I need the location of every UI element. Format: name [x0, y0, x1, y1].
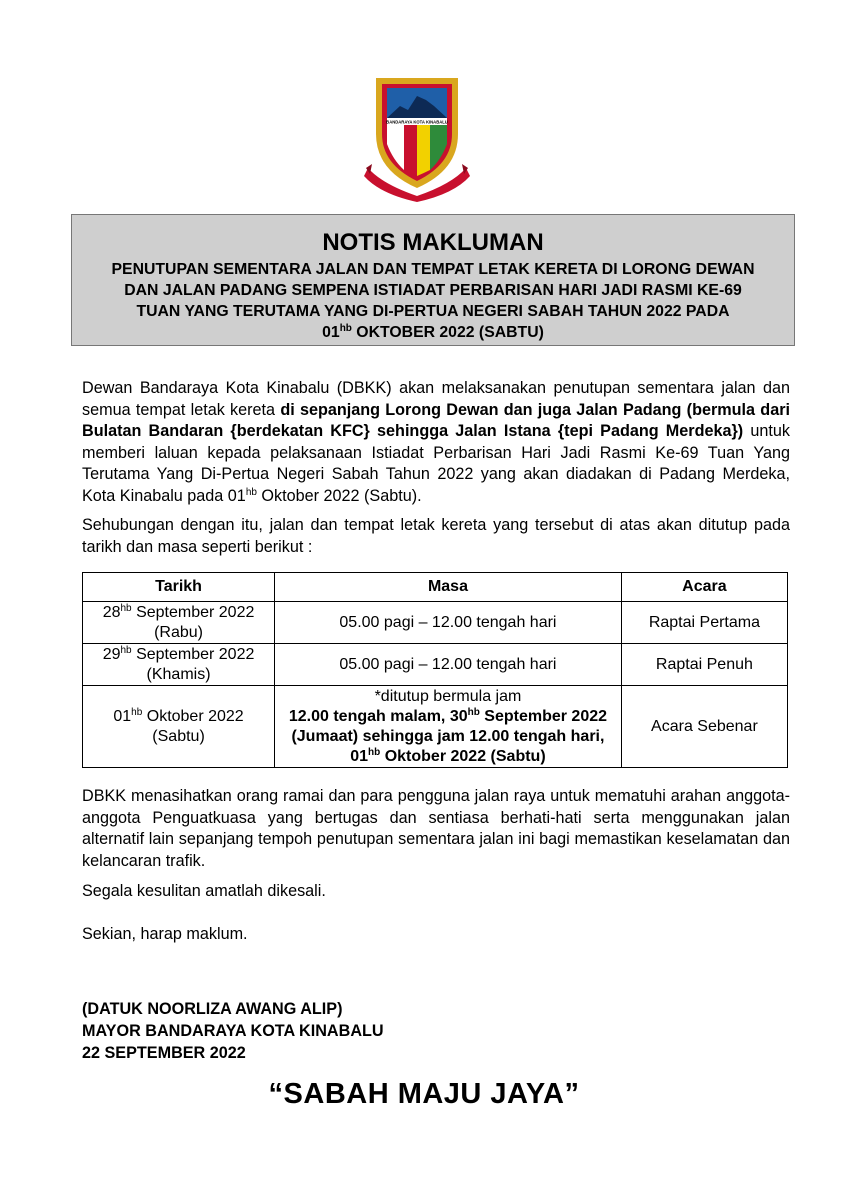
notice-subtitle	[72, 259, 794, 343]
row3-date: $01^{hb}$ Oktober 2022 (Sabtu)	[83, 686, 275, 768]
schedule-intro-paragraph: Sehubungan dengan itu, jalan dan tempat letak kereta yang tersebut di atas akan ditutup pada tarikh dan masa seperti berikut :	[82, 516, 790, 556]
row2-date: $29^{hb}$ September 2022 (Khamis)	[83, 644, 275, 686]
notice-subtitle-line2: DAN JALAN PADANG SEMPENA ISTIADAT PERBARISAN HARI JADI RASMI KE-69	[124, 282, 742, 299]
table-header-row	[83, 573, 788, 602]
closure-schedule-table	[82, 572, 788, 768]
table-row	[83, 644, 788, 686]
row1-date: $28^{hb}$ September 2022 (Rabu)	[83, 602, 275, 644]
crest-icon	[362, 72, 472, 202]
row1-time: 05.00 pagi – 12.00 tengah hari	[275, 602, 622, 644]
notice-subtitle-line1: PENUTUPAN SEMENTARA JALAN DAN TEMPAT LETAK KERETA DI LORONG DEWAN	[111, 261, 755, 278]
signature-date: 22 SEPTEMBER 2022	[82, 1044, 246, 1062]
notice-subtitle-line4: $01^{hb}$ OKTOBER 2022 (SABTU)	[322, 323, 544, 341]
signatory-name: (DATUK NOORLIZA AWANG ALIP)	[82, 1000, 343, 1018]
notice-title: NOTIS MAKLUMAN	[322, 229, 544, 256]
closing-paragraph: Sekian, harap maklum.	[82, 925, 248, 943]
motto: “SABAH MAJU JAYA”	[268, 1078, 580, 1110]
row2-time: 05.00 pagi – 12.00 tengah hari	[275, 644, 622, 686]
city-crest-logo	[362, 72, 472, 202]
header-acara: Acara	[621, 573, 787, 602]
row3-event: Acara Sebenar	[621, 686, 787, 768]
table-row	[83, 686, 788, 768]
row2-event: Raptai Penuh	[621, 644, 787, 686]
table-row	[83, 602, 788, 644]
header-tarikh: Tarikh	[83, 573, 275, 602]
row3-time: *ditutup bermula jam 12.00 tengah malam, $30^{hb}$ September 2022 (Jumaat) sehingga jam 12.00 tengah hari, $01^{hb}$ Oktober 2022 (Sabtu)	[275, 686, 622, 768]
signature-block	[82, 998, 384, 1064]
notice-header-box	[71, 214, 795, 346]
header-masa: Masa	[275, 573, 622, 602]
row1-event: Raptai Pertama	[621, 602, 787, 644]
crest-text: BANDARAYA KOTA KINABALU	[386, 119, 448, 125]
apology-paragraph: Segala kesulitan amatlah dikesali.	[82, 882, 326, 900]
notice-subtitle-line3: TUAN YANG TERUTAMA YANG DI-PERTUA NEGERI SABAH TAHUN 2022 PADA	[136, 303, 730, 320]
intro-paragraph: Dewan Bandaraya Kota Kinabalu (DBKK) akan melaksanakan penutupan sementara jalan dan semua tempat letak kereta di sepanjang Lorong Dewan dan juga Jalan Padang (bermula dari Bulatan Bandaran {berdekatan KFC} sehingga Jalan Istana {tepi Padang Merdeka}) untuk memberi laluan kepada pelaksanaan Istiadat Perbarisan Hari Jadi Rasmi Ke-69 Tuan Yang Terutama Yang Di-Pertua Negeri Sabah Tahun 2022 yang akan diadakan di Padang Merdeka, Kota Kinabalu pada $01^{hb}$ Oktober 2022 (Sabtu).	[82, 379, 790, 505]
signatory-title: MAYOR BANDARAYA KOTA KINABALU	[82, 1022, 384, 1040]
advice-paragraph: DBKK menasihatkan orang ramai dan para pengguna jalan raya untuk mematuhi arahan anggota-anggota Penguatkuasa yang bertugas dan sentiasa berhati-hati serta menggunakan jalan alternatif lain sepanjang tempoh penutupan sementara jalan ini bagi memastikan keselamatan dan kelancaran trafik.	[82, 787, 790, 870]
